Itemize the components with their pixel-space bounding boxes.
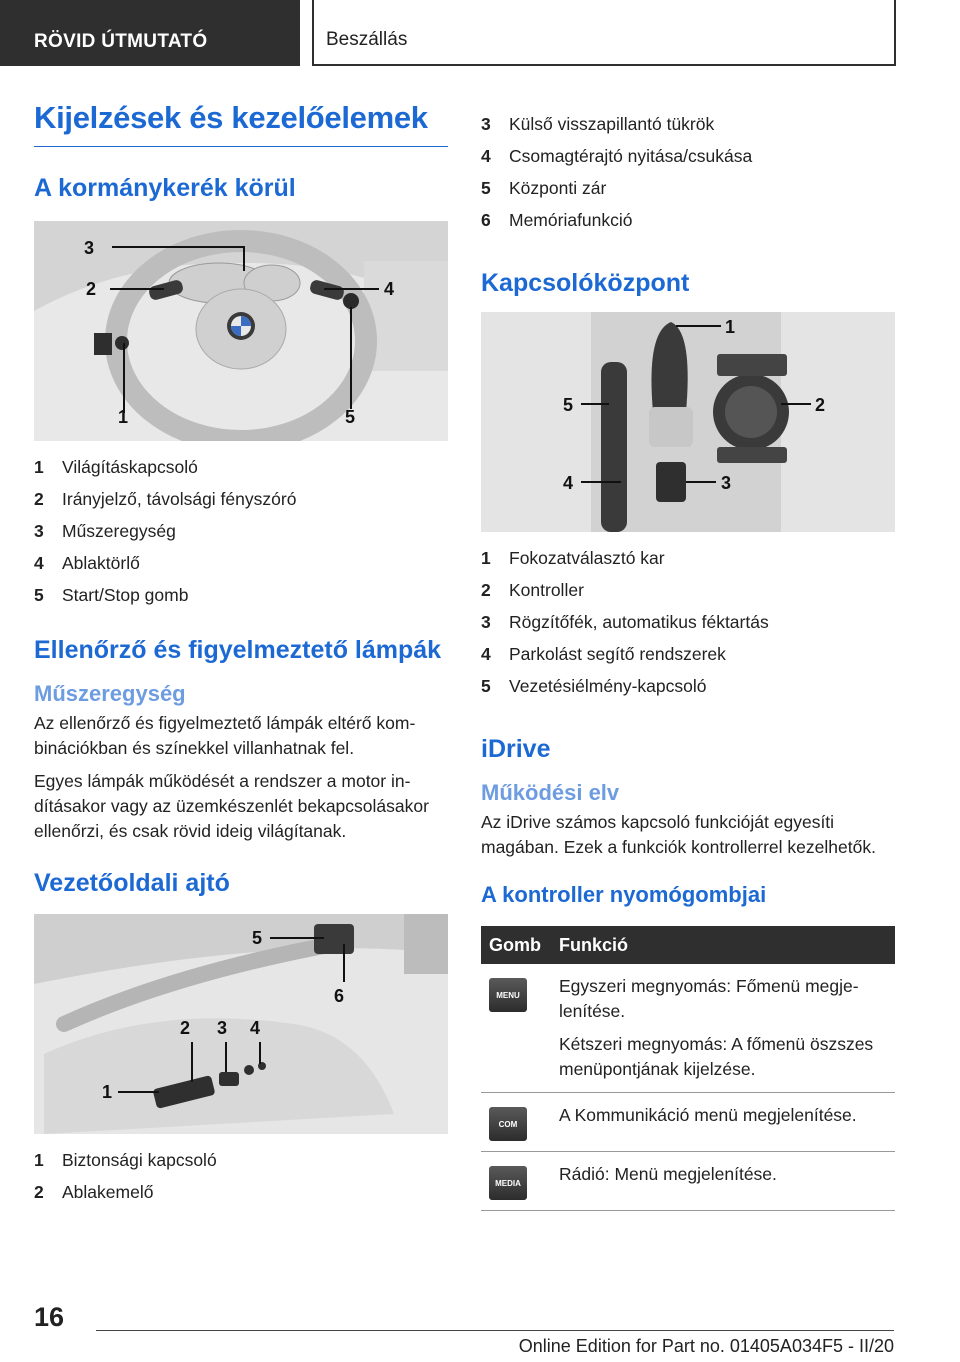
steering-heading: A kormánykerék körül (34, 174, 296, 202)
switch-center-legend (481, 542, 895, 702)
edition-note: Online Edition for Part no. 01405A034F5 - II/20 (518, 1336, 894, 1356)
list-item: 1 Világításkapcsoló (34, 457, 198, 477)
list-item: 2 Kontroller (481, 580, 584, 600)
list-item: 2 Irányjelző, távolsági fényszóró (34, 489, 297, 509)
table-row: MENU Egyszeri megnyomás: Főmenü megjelenítése. Kétszeri megnyomás: A főmenü öszszes menüpontjának kijelzése. (481, 964, 895, 1093)
idrive-paragraph: Az iDrive számos kapcsoló funkcióját egyesíti magában. Ezek a funkciók kontrollerrel kezelhetők. (481, 812, 876, 857)
callout-5: 5 (563, 395, 574, 415)
list-item: 2 Ablakemelő (34, 1182, 154, 1202)
page-number: 16 (34, 1302, 65, 1332)
lamps-paragraph-1: Az ellenőrző és figyelmeztető lámpák eltérő kombinációkban és színekkel villanhatnak fel. (34, 713, 416, 758)
callout-1: 1 (102, 1082, 113, 1102)
callout-3: 3 (217, 1018, 228, 1038)
callout-4: 4 (563, 473, 574, 493)
steering-legend (34, 451, 448, 611)
callout-2: 2 (180, 1018, 191, 1038)
list-item: 4 Csomagtérajtó nyitása/csukása (481, 146, 753, 166)
page-header (0, 0, 960, 66)
callout-5: 5 (252, 928, 263, 948)
steering-wheel-illustration (34, 221, 448, 441)
idrive-heading: iDrive (481, 735, 551, 763)
driver-door-heading: Vezetőoldali ajtó (34, 869, 230, 897)
lamps-heading: Ellenőrző és figyelmeztető lámpák (34, 636, 442, 664)
list-item: 3 Műszeregység (34, 521, 176, 541)
instrument-cluster-subheading: Műszeregység (34, 681, 186, 706)
door-legend-continued (481, 108, 895, 236)
table-row: MEDIA Rádió: Menü megjelenítése. (481, 1152, 895, 1211)
menu-button-icon: MENU (489, 978, 527, 1012)
list-item: 1 Fokozatválasztó kar (481, 548, 665, 568)
page-title: Kijelzések és kezelőelemek (34, 100, 448, 147)
callout-6: 6 (334, 986, 345, 1006)
callout-3: 3 (721, 473, 732, 493)
callout-4: 4 (384, 279, 395, 299)
list-item: 5 Központi zár (481, 178, 607, 198)
list-item: 4 Parkolást segítő rendszerek (481, 644, 726, 664)
operating-principle-subheading: Működési elv (481, 780, 620, 805)
right-column (481, 108, 895, 1211)
list-item: 6 Memóriafunkció (481, 210, 633, 230)
com-button-icon: COM (489, 1107, 527, 1141)
steering-wheel-figure (34, 221, 448, 441)
callout-4: 4 (250, 1018, 261, 1038)
column-header-function: Funkció (551, 926, 895, 964)
controller-buttons-heading: A kontroller nyomógombjai (481, 882, 767, 907)
lamps-paragraph-2: Egyes lámpák működését a rendszer a motor indításakor vagy az üzemkészenlét bekapcsolásakor ellenőrzi, és csak rövid ideig világítanak. (34, 771, 429, 841)
callout-5: 5 (345, 407, 356, 427)
list-item: 5 Vezetésiélmény-kapcsoló (481, 676, 707, 696)
driver-door-figure (34, 914, 448, 1134)
list-item: 4 Ablaktörlő (34, 553, 140, 573)
controller-buttons-table (481, 926, 895, 1211)
callout-2: 2 (86, 279, 97, 299)
list-item: 3 Külső visszapillantó tükrök (481, 114, 715, 134)
switch-center-heading: Kapcsolóközpont (481, 269, 690, 297)
table-row: COM A Kommunikáció menü megjelenítése. (481, 1093, 895, 1152)
callout-3: 3 (84, 238, 95, 258)
media-button-icon: MEDIA (489, 1166, 527, 1200)
table-header-row (481, 926, 895, 964)
chapter-tab[interactable]: Beszállás (312, 0, 896, 66)
list-item: 1 Biztonsági kapcsoló (34, 1150, 217, 1170)
column-header-button: Gomb (481, 926, 551, 964)
list-item: 3 Rögzítőfék, automatikus féktartás (481, 612, 769, 632)
switch-center-figure (481, 312, 895, 532)
callout-1: 1 (118, 407, 129, 427)
switch-center-illustration (481, 312, 895, 532)
callout-2: 2 (815, 395, 826, 415)
driver-door-illustration (34, 914, 448, 1134)
footer-divider (96, 1330, 894, 1331)
door-legend (34, 1144, 448, 1208)
list-item: 5 Start/Stop gomb (34, 585, 189, 605)
callout-1: 1 (725, 317, 736, 337)
section-tab[interactable]: RÖVID ÚTMUTATÓ (0, 0, 300, 66)
left-column (34, 100, 448, 1208)
